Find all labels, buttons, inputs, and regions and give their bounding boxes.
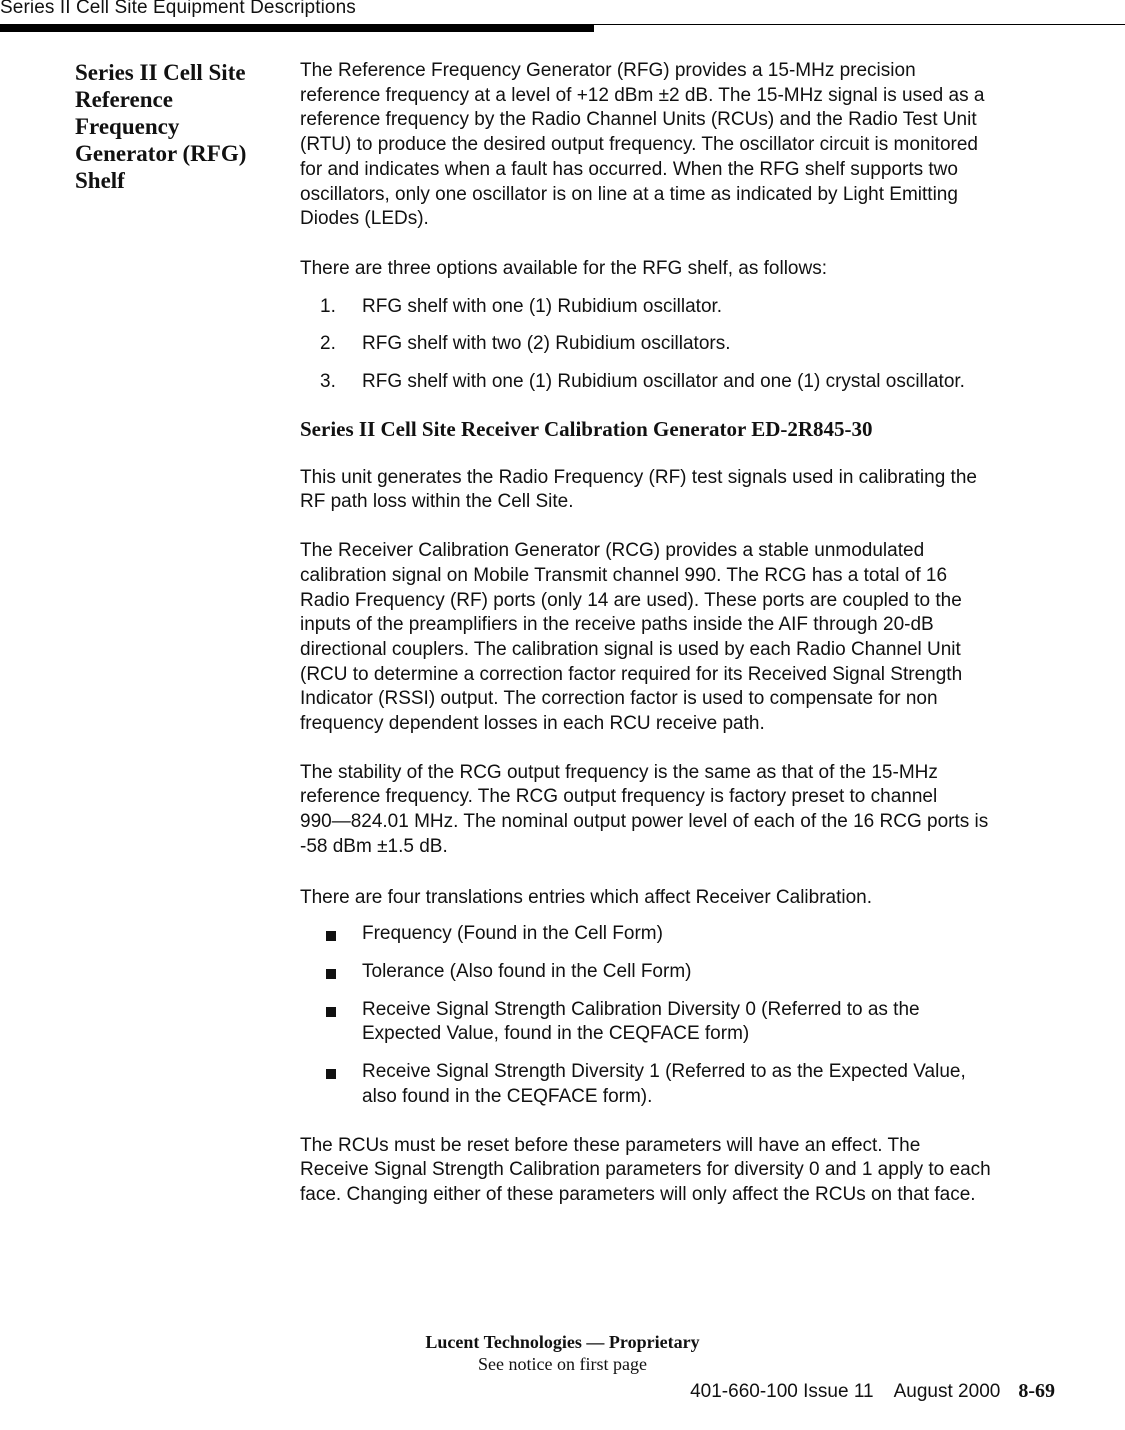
footer-company: Lucent Technologies — Proprietary bbox=[425, 1332, 700, 1352]
option-text: RFG shelf with two (2) Rubidium oscillators. bbox=[362, 333, 731, 355]
text-line: reference frequency at a level of +12 dBm ±2 dB. The 15-MHz signal is used as a bbox=[300, 84, 985, 106]
option-item bbox=[300, 295, 1060, 320]
text-line: face. Changing either of these parameters will only affect the RCUs on that face. bbox=[300, 1183, 976, 1205]
text-line: RF path loss within the Cell Site. bbox=[300, 491, 574, 513]
text-line: 990—824.01 MHz. The nominal output power level of each of the 16 RCG ports is bbox=[300, 811, 989, 833]
bullet-text: Tolerance (Also found in the Cell Form) bbox=[362, 960, 692, 982]
footer-doc-info bbox=[690, 1380, 1055, 1403]
bullet-text: Receive Signal Strength Calibration Diversity 0 (Referred to as the bbox=[362, 998, 920, 1020]
square-bullet-icon bbox=[326, 1069, 336, 1079]
reset-note-paragraph bbox=[300, 1134, 1060, 1208]
translations-intro: There are four translations entries which affect Receiver Calibration. bbox=[300, 886, 873, 908]
side-heading-line: Frequency bbox=[75, 114, 180, 139]
body-column bbox=[300, 59, 1060, 1208]
footer-notice: See notice on first page bbox=[478, 1354, 647, 1374]
text-line: -58 dBm ±1.5 dB. bbox=[300, 835, 448, 857]
side-heading-line: Shelf bbox=[75, 168, 125, 193]
bullet-text: Receive Signal Strength Diversity 1 (Referred to as the Expected Value, bbox=[362, 1061, 966, 1083]
text-line: frequency dependent losses in each RCU receive path. bbox=[300, 713, 765, 735]
bullet-item bbox=[300, 922, 1060, 947]
square-bullet-icon bbox=[326, 931, 336, 941]
running-header: Series II Cell Site Equipment Descriptions bbox=[0, 0, 356, 18]
text-line: directional couplers. The calibration signal is used by each Radio Channel Unit bbox=[300, 638, 961, 660]
bullet-text: also found in the CEQFACE form). bbox=[362, 1085, 653, 1107]
text-line: Receive Signal Strength Calibration parameters for diversity 0 and 1 apply to each bbox=[300, 1159, 991, 1181]
header-bar bbox=[0, 24, 594, 32]
text-line: for and indicates when a fault has occurred. When the RFG shelf supports two bbox=[300, 158, 958, 180]
option-item bbox=[300, 332, 1060, 357]
option-item bbox=[300, 370, 1060, 395]
rcg-intro-paragraph bbox=[300, 466, 1060, 515]
bullet-item bbox=[300, 960, 1060, 985]
bullet-item bbox=[300, 1060, 1060, 1109]
bullet-text: Expected Value, found in the CEQFACE form) bbox=[362, 1023, 750, 1045]
text-line: reference frequency. The RCG output frequency is factory preset to channel bbox=[300, 786, 938, 808]
text-line: Indicator (RSSI) output. The correction factor is used to compensate for non bbox=[300, 688, 938, 710]
text-line: The Reference Frequency Generator (RFG) provides a 15-MHz precision bbox=[300, 60, 916, 81]
doc-id: 401-660-100 Issue 11 August 2000 bbox=[690, 1381, 1001, 1402]
side-heading-line: Generator (RFG) bbox=[75, 141, 247, 166]
square-bullet-icon bbox=[326, 969, 336, 979]
option-number: 3. bbox=[320, 371, 336, 393]
option-text: RFG shelf with one (1) Rubidium oscillator and one (1) crystal oscillator. bbox=[362, 371, 965, 393]
text-line: reference frequency by the Radio Channel Units (RCUs) and the Radio Test Unit bbox=[300, 109, 977, 131]
text-line: The Receiver Calibration Generator (RCG) provides a stable unmodulated bbox=[300, 540, 925, 562]
square-bullet-icon bbox=[326, 1007, 336, 1017]
option-number: 1. bbox=[320, 295, 336, 317]
text-line: (RCU to determine a correction factor required for its Received Signal Strength bbox=[300, 663, 963, 685]
text-line: The stability of the RCG output frequency is the same as that of the 15-MHz bbox=[300, 761, 938, 783]
option-number: 2. bbox=[320, 333, 336, 355]
rcg-stability-paragraph bbox=[300, 761, 1060, 860]
text-line: Radio Frequency (RF) ports (only 14 are used). These ports are coupled to the bbox=[300, 589, 962, 611]
rcg-description-paragraph bbox=[300, 539, 1060, 737]
text-line: Diodes (LEDs). bbox=[300, 208, 429, 230]
side-heading bbox=[75, 59, 280, 194]
rfg-description-paragraph bbox=[300, 59, 1060, 232]
bullet-item bbox=[300, 998, 1060, 1047]
bullet-text: Frequency (Found in the Cell Form) bbox=[362, 923, 663, 945]
text-line: inputs of the preamplifiers in the receive paths inside the AIF through 20-dB bbox=[300, 614, 934, 636]
option-text: RFG shelf with one (1) Rubidium oscillator. bbox=[362, 295, 723, 317]
text-line: The RCUs must be reset before these parameters will have an effect. The bbox=[300, 1134, 921, 1156]
text-line: This unit generates the Radio Frequency (RF) test signals used in calibrating the bbox=[300, 466, 977, 488]
text-line: (RTU) to produce the desired output frequency. The oscillator circuit is monitored bbox=[300, 134, 978, 156]
side-heading-line: Series II Cell Site bbox=[75, 60, 246, 85]
text-line: calibration signal on Mobile Transmit channel 990. The RCG has a total of 16 bbox=[300, 564, 948, 586]
page-number: 8-69 bbox=[1018, 1380, 1055, 1402]
text-line: oscillators, only one oscillator is on line at a time as indicated by Light Emitting bbox=[300, 183, 958, 205]
rfg-options-intro: There are three options available for the RFG shelf, as follows: bbox=[300, 257, 827, 279]
side-heading-line: Reference bbox=[75, 87, 173, 112]
rcg-heading: Series II Cell Site Receiver Calibration Generator ED-2R845-30 bbox=[300, 416, 873, 441]
